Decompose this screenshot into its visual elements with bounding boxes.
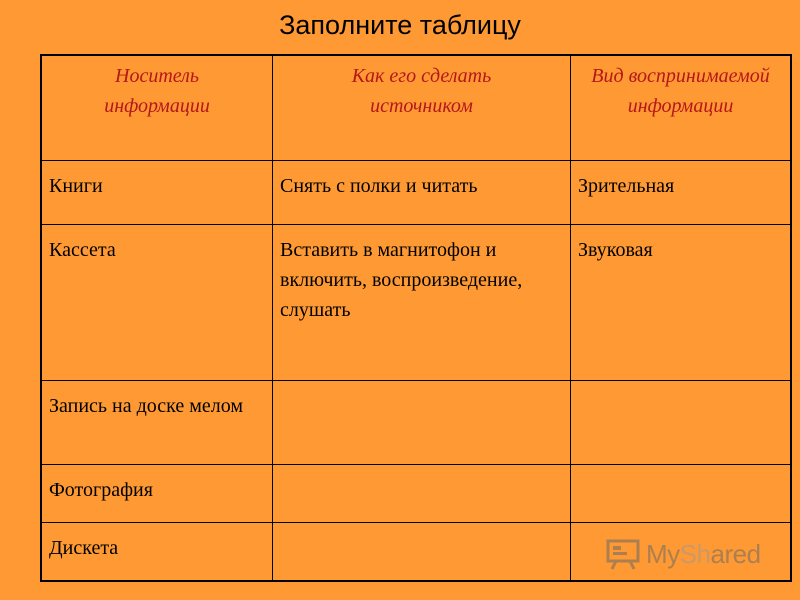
watermark-text: MyShared — [646, 538, 761, 569]
table-cell — [571, 465, 790, 522]
table-cell — [273, 381, 570, 464]
table-cell: Книги — [49, 175, 103, 197]
table-cell: Запись на доске мелом — [49, 395, 244, 417]
table-cell — [273, 523, 570, 580]
table-cell: Фотография — [49, 479, 153, 501]
table-cell — [571, 381, 790, 464]
table-cell: Зрительная — [578, 175, 675, 197]
table-cell: Кассета — [49, 239, 116, 261]
fill-in-table — [40, 54, 792, 582]
presentation-board-icon — [606, 538, 640, 570]
watermark-logo — [606, 536, 761, 572]
table-cell: Вставить в магнитофон и включить, воспроизведение, слушать — [280, 239, 523, 321]
table-cell — [273, 465, 570, 522]
page-title: Заполните таблицу — [279, 10, 521, 40]
header-cell-carrier: Носитель информации — [104, 65, 210, 117]
table-cell: Звуковая — [578, 239, 653, 261]
header-cell-info-type: Вид воспринимаемой информации — [591, 65, 770, 117]
header-cell-how-to-make-source: Как его сделать источником — [351, 65, 492, 117]
table-cell: Дискета — [49, 537, 119, 559]
table-cell: Снять с полки и читать — [280, 175, 478, 197]
